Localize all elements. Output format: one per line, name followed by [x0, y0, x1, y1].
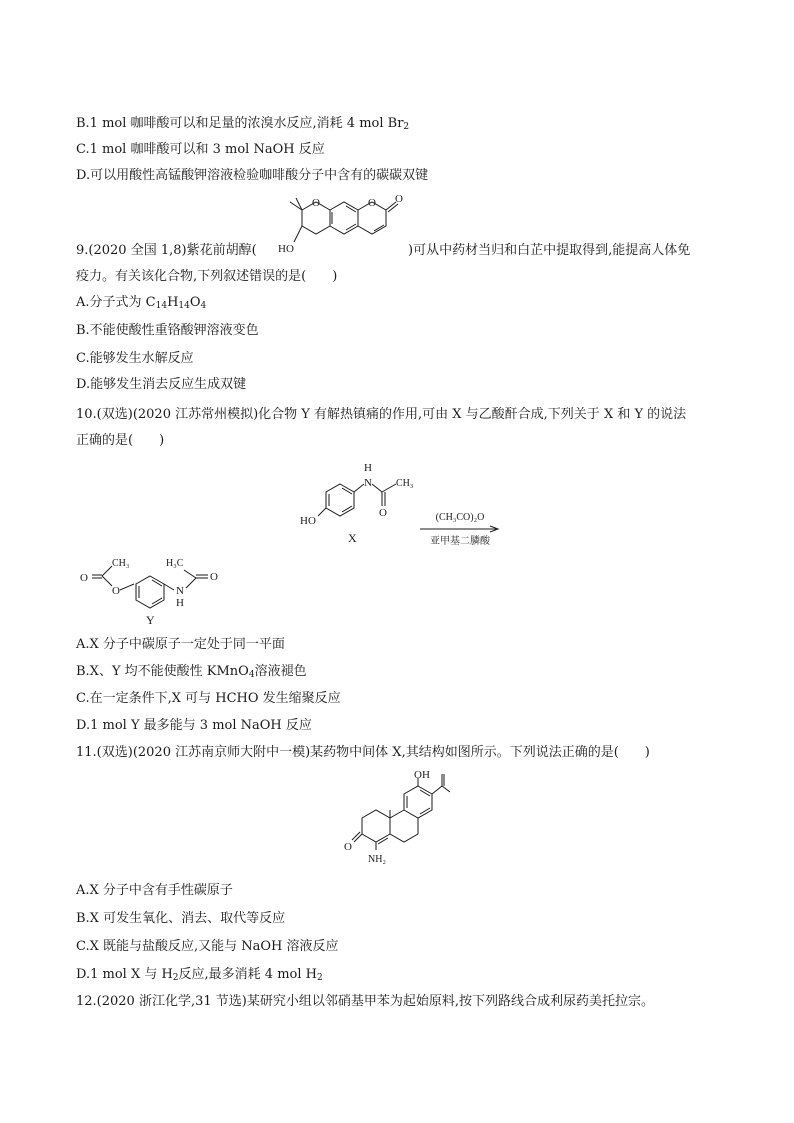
q9-option-c: C.能够发生水解反应 [76, 351, 194, 366]
q9-option-a: A.分子式为 $C_{14}H_{14}O_4$ [76, 295, 207, 311]
q8-option-d: D.可以用酸性高锰酸钾溶液检验咖啡酸分子中含有的碳碳双键 [76, 168, 429, 183]
q11-structure [338, 768, 478, 878]
q9-o-label-1: O [312, 197, 320, 209]
q10-option-d: D.1 mol Y 最多能与 3 mol NaOH 反应 [76, 718, 312, 733]
q10-stem-b: 正确的是( ) [76, 433, 165, 448]
q10-y-h3c-label: H₃C [166, 558, 184, 569]
q11-option-b: B.X 可发生氧化、消去、取代等反应 [76, 911, 286, 926]
q9-option-d: D.能够发生消去反应生成双键 [76, 377, 247, 392]
q10-option-b: B.X、Y 均不能使酸性 KMnO$_4$溶液褪色 [76, 664, 307, 680]
q10-x-ho-label: HO [300, 515, 316, 527]
q11-oh-label: OH [414, 769, 430, 781]
q10-y-o-label-1: O [80, 572, 88, 584]
q10-x-structure [296, 456, 416, 546]
q10-reagent-top: (CH₃CO)₂O [435, 512, 485, 523]
q10-y-o-label-2: O [112, 585, 120, 597]
q10-y-n-label: N [176, 585, 184, 597]
q10-reaction-arrow [420, 512, 500, 547]
q10-x-label: X [348, 531, 357, 545]
q10-y-o-label-3: O [210, 571, 218, 583]
q11-stem: 11.(双选)(2020 江苏南京师大附中一模)某药物中间体 X,其结构如图所示。下列说法正确的是( ) [76, 745, 650, 760]
q10-x-h-label: H [364, 462, 372, 474]
q9-coumarin-structure [280, 188, 420, 262]
q10-y-ch3-label: CH₃ [112, 558, 130, 569]
q10-y-h-label: H [176, 597, 184, 609]
q11-option-c: C.X 既能与盐酸反应,又能与 NaOH 溶液反应 [76, 939, 339, 954]
q10-stem-a: 10.(双选)(2020 江苏常州模拟)化合物 Y 有解热镇痛的作用,可由 X 与乙酸酐合成,下列关于 X 和 Y 的说法 [76, 407, 687, 422]
q11-nh2-label: NH₂ [368, 854, 386, 865]
q11-option-a: A.X 分子中含有手性碳原子 [76, 883, 233, 898]
q11-o-label: O [344, 841, 352, 853]
q9-ho-label: HO [278, 243, 294, 255]
q10-x-ch3-label: CH₃ [396, 478, 414, 489]
q10-y-structure [78, 548, 238, 628]
q10-x-n-label: N [364, 477, 372, 489]
q9-stem-b: )可从中药材当归和白芷中提取得到,能提高人体免 [408, 243, 691, 258]
q12-stem: 12.(2020 浙江化学,31 节选)某研究小组以邻硝基甲苯为起始原料,按下列路线合成利尿药美托拉宗。 [76, 994, 654, 1009]
q9-o-label-2: O [368, 197, 376, 209]
q10-option-a: A.X 分子中碳原子一定处于同一平面 [76, 637, 285, 652]
q8-option-b: B.1 mol 咖啡酸可以和足量的浓溴水反应,消耗 4 mol $Br_2$ [76, 116, 410, 132]
q8-option-c: C.1 mol 咖啡酸可以和 3 mol NaOH 反应 [76, 142, 325, 157]
q9-stem-a: 9.(2020 全国 1,8)紫花前胡醇( [76, 243, 257, 258]
q10-y-label: Y [146, 613, 155, 627]
q11-option-d: D.1 mol X 与 $H_2$反应,最多消耗 4 mol $H_2$ [76, 967, 323, 983]
q10-reagent-bottom: 亚甲基二膦酸 [430, 536, 490, 547]
q10-option-c: C.在一定条件下,X 可与 HCHO 发生缩聚反应 [76, 691, 341, 706]
q9-o-label-3: O [395, 193, 403, 205]
q9-stem-c: 疫力。有关该化合物,下列叙述错误的是( ) [76, 269, 338, 284]
q9-option-b: B.不能使酸性重铬酸钾溶液变色 [76, 323, 259, 338]
q10-x-o-label: O [379, 507, 387, 519]
